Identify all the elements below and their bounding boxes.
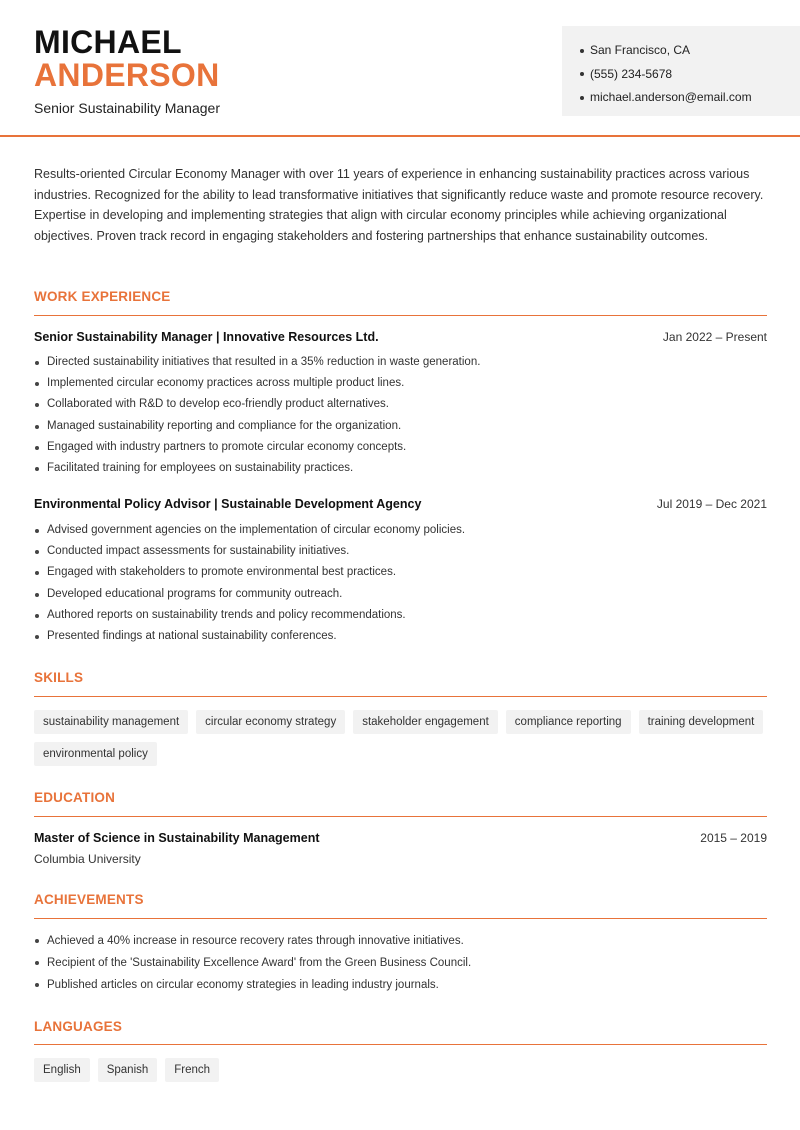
language-tag: English (34, 1058, 90, 1082)
job-role: Senior Sustainability Manager | Innovative Resources Ltd. (34, 330, 379, 344)
education-dates: 2015 – 2019 (700, 831, 767, 845)
school-name: Columbia University (34, 852, 141, 866)
bullet-icon (580, 49, 584, 53)
list-item: Developed educational programs for community outreach. (34, 584, 767, 605)
section-divider (34, 1044, 767, 1045)
language-tag: Spanish (98, 1058, 158, 1082)
achievements-heading: ACHIEVEMENTS (34, 892, 144, 907)
list-item: Collaborated with R&D to develop eco-friendly product alternatives. (34, 394, 767, 415)
skill-tag: circular economy strategy (196, 710, 345, 734)
list-item: Recipient of the 'Sustainability Excellence Award' from the Green Business Council. (34, 952, 767, 974)
job-dates: Jul 2019 – Dec 2021 (656, 497, 767, 511)
list-item: Achieved a 40% increase in resource recovery rates through innovative initiatives. (34, 930, 767, 952)
section-divider (34, 696, 767, 697)
contact-box (562, 26, 800, 116)
languages-list (34, 1058, 767, 1082)
language-tag: French (165, 1058, 219, 1082)
list-item: Engaged with stakeholders to promote environmental best practices. (34, 562, 767, 583)
job-header (34, 497, 767, 511)
section-divider (34, 816, 767, 817)
work-experience-heading: WORK EXPERIENCE (34, 289, 171, 304)
job-bullets (34, 352, 767, 479)
resume-header (0, 0, 800, 137)
job-dates: Jan 2022 – Present (662, 330, 767, 344)
section-divider (34, 315, 767, 316)
list-item: Advised government agencies on the implementation of circular economy policies. (34, 520, 767, 541)
bullet-icon (580, 72, 584, 76)
list-item: Presented findings at national sustainability conferences. (34, 626, 767, 647)
list-item: Conducted impact assessments for sustainability initiatives. (34, 541, 767, 562)
job-title: Senior Sustainability Manager (34, 100, 220, 116)
degree-title: Master of Science in Sustainability Management (34, 831, 320, 845)
education-header (34, 831, 767, 845)
skills-heading: SKILLS (34, 670, 84, 685)
contact-phone-text: (555) 234-5678 (590, 66, 673, 81)
contact-phone (580, 63, 800, 87)
skills-list (34, 710, 767, 766)
contact-location (580, 39, 800, 63)
list-item: Directed sustainability initiatives that resulted in a 35% reduction in waste generation. (34, 352, 767, 373)
skill-tag: sustainability management (34, 710, 188, 734)
list-item: Authored reports on sustainability trends and policy recommendations. (34, 605, 767, 626)
achievements-list (34, 930, 767, 996)
job-bullets (34, 520, 767, 647)
summary-paragraph: Results-oriented Circular Economy Manager with over 11 years of experience in enhancing sustainability practices across various industries. Recognized for the ability to lead transformative initiatives that significantly reduce waste and promote resource recovery. Expertise in developing and implementing strategies that align with circular economy principles while achieving organizational objectives. Proven track record in engaging stakeholders and fostering partnerships that enhance sustainability outcomes. (34, 167, 764, 243)
contact-location-text: San Francisco, CA (590, 43, 691, 57)
bullet-icon (580, 96, 584, 100)
first-name: MICHAEL (34, 24, 182, 60)
skill-tag: stakeholder engagement (353, 710, 498, 734)
last-name: ANDERSON (34, 57, 220, 93)
section-divider (34, 918, 767, 919)
list-item: Engaged with industry partners to promote circular economy concepts. (34, 437, 767, 458)
job-header (34, 330, 767, 344)
list-item: Implemented circular economy practices across multiple product lines. (34, 373, 767, 394)
skill-tag: compliance reporting (506, 710, 631, 734)
languages-heading: LANGUAGES (34, 1019, 123, 1034)
skill-tag: environmental policy (34, 742, 157, 766)
contact-email-text: michael.anderson@email.com (590, 90, 752, 104)
job-role: Environmental Policy Advisor | Sustainable Development Agency (34, 497, 422, 511)
skill-tag: training development (639, 710, 764, 734)
list-item: Facilitated training for employees on sustainability practices. (34, 458, 767, 479)
contact-email (580, 86, 800, 110)
list-item: Managed sustainability reporting and compliance for the organization. (34, 416, 767, 437)
education-heading: EDUCATION (34, 790, 116, 805)
list-item: Published articles on circular economy strategies in leading industry journals. (34, 974, 767, 996)
